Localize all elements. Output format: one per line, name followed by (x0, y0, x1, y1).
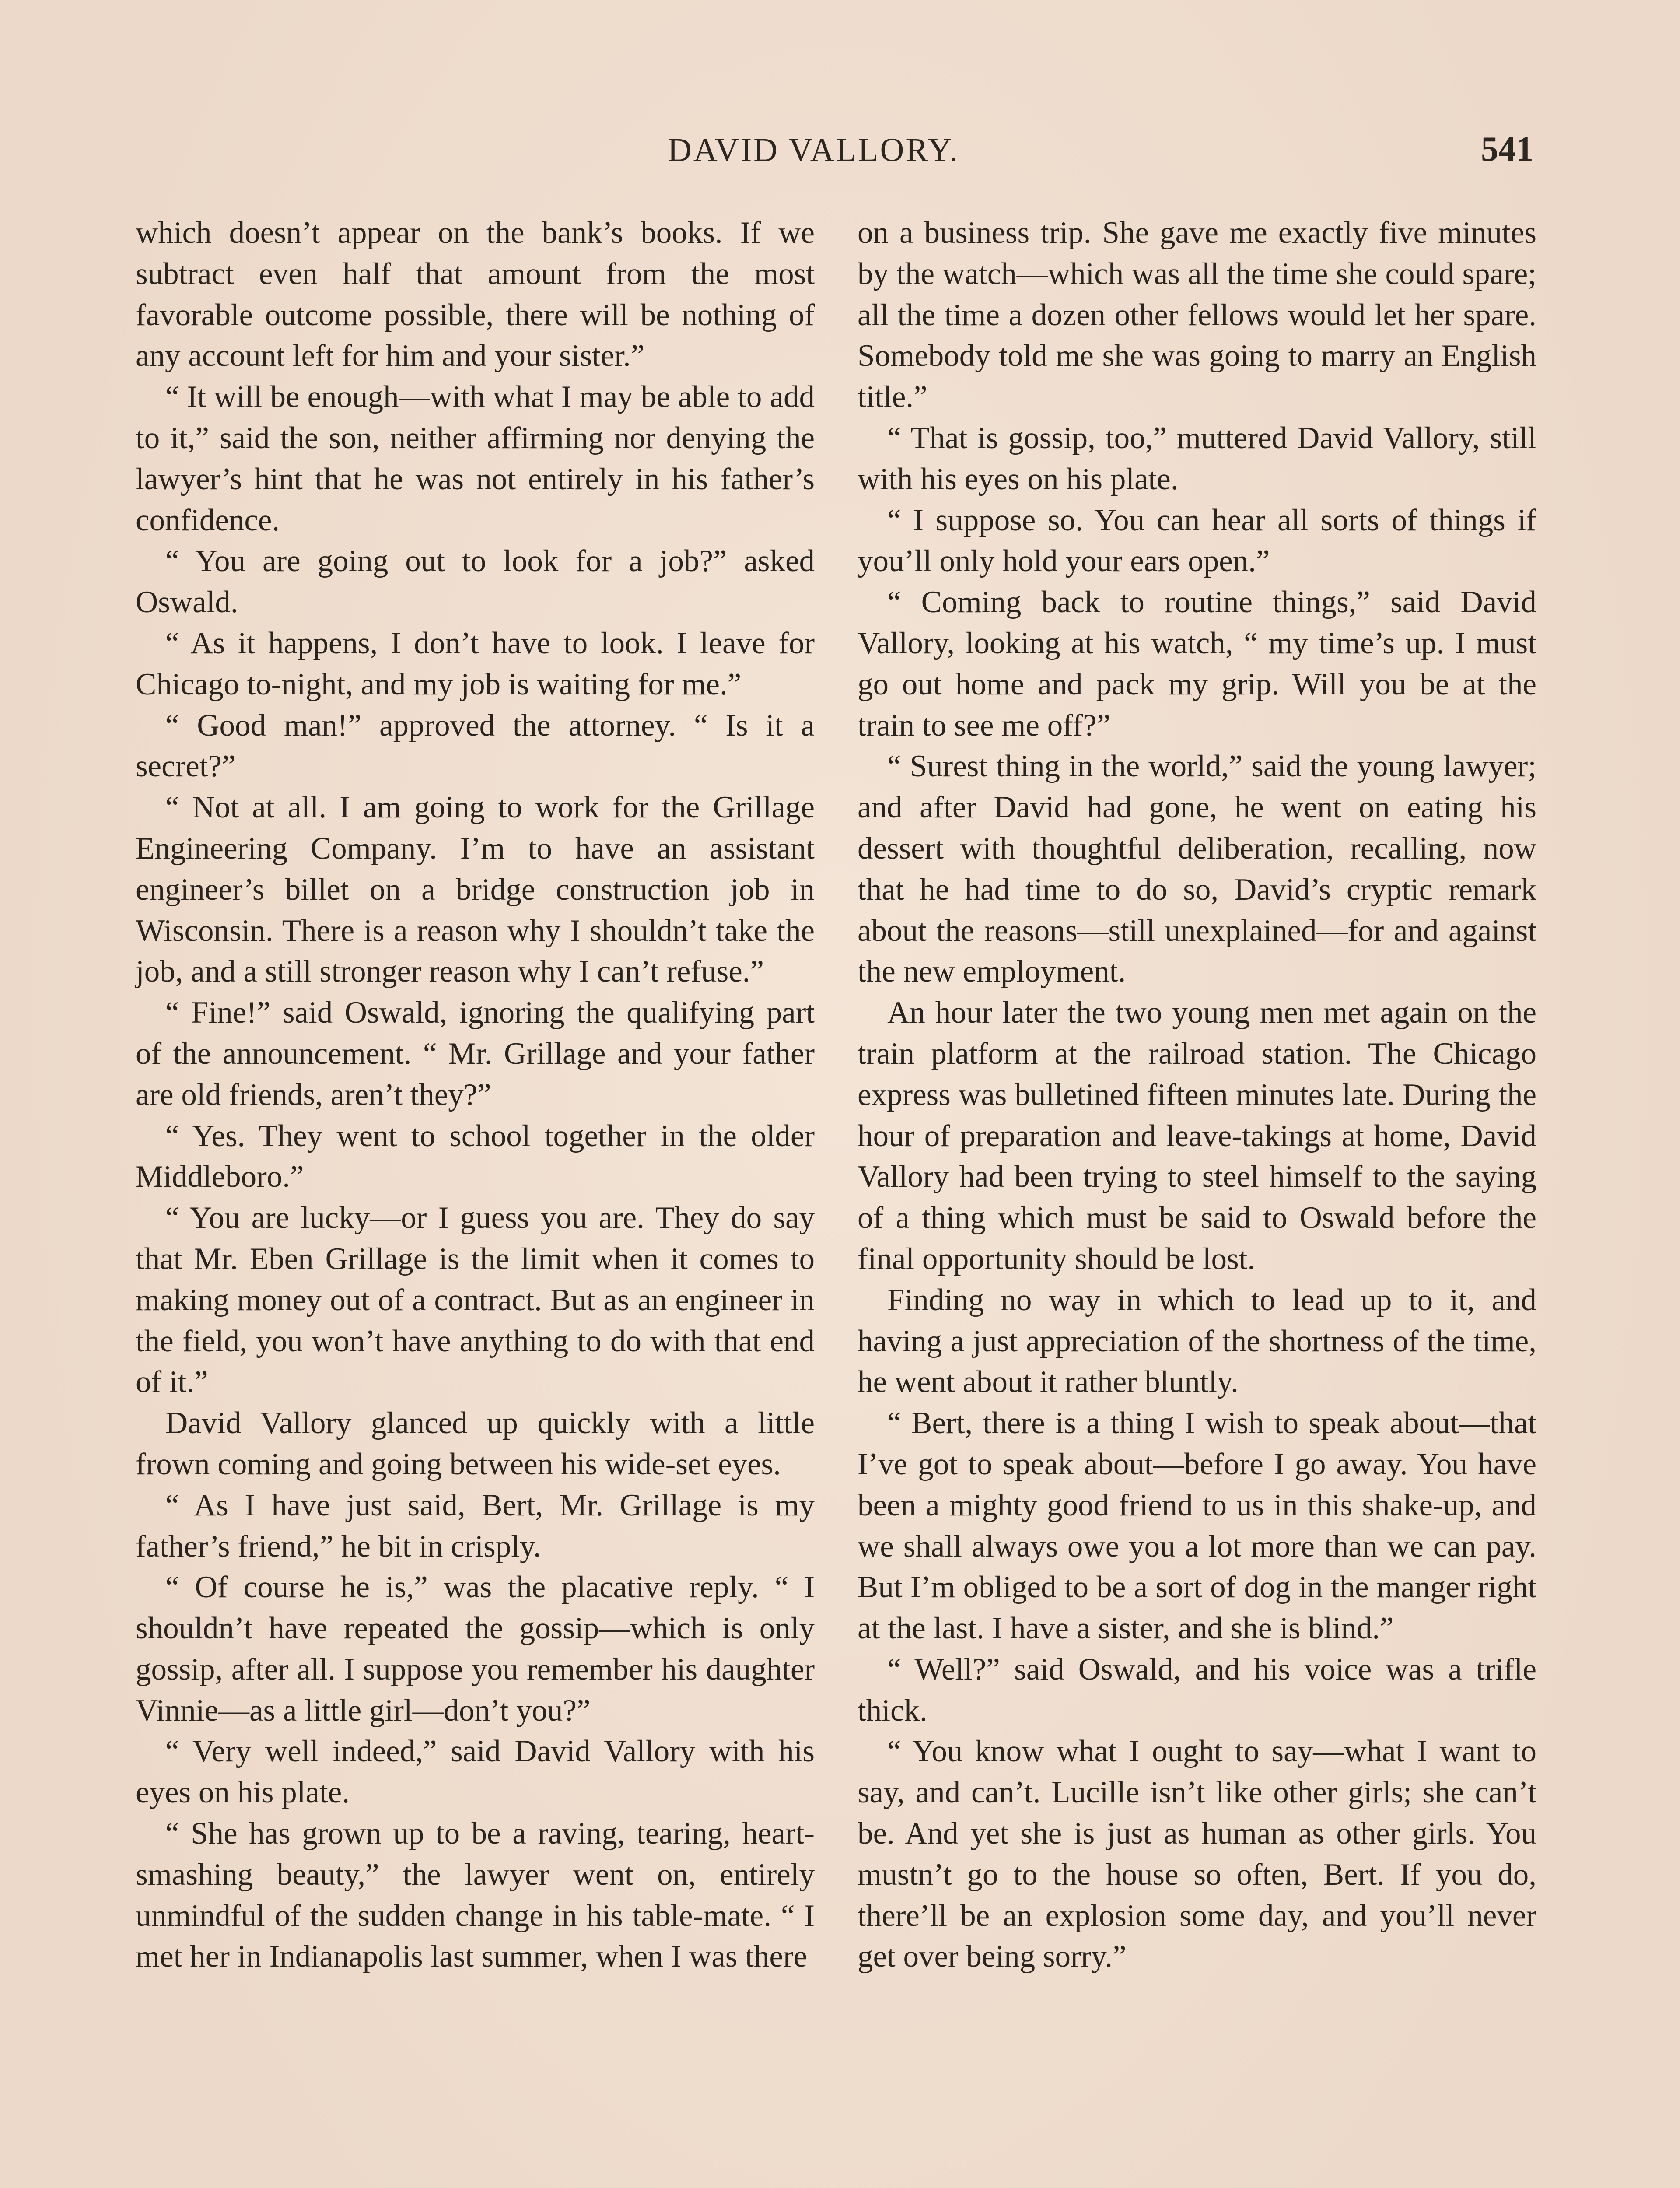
paragraph: “ As I have just said, Bert, Mr. Grillage is my father’s friend,” he bit in crisply. (136, 1488, 815, 1564)
paragraph: “ Surest thing in the world,” said the young lawyer; and after David had gone, he went on eating his dessert with thoughtful deliberation, recalling, now that he had time to do so, David’s cryptic remark about the reasons—still unexplained—for and against the new employment. (858, 749, 1536, 989)
right-column (858, 213, 1536, 1978)
page-number: 541 (1481, 130, 1533, 168)
paragraph: “ Good man!” approved the attorney. “ Is it a secret?” (136, 708, 815, 784)
paragraph: on a business trip. She gave me exactly five minutes by the watch—which was all the time she could spare; all the time a dozen other fellows would let her spare. Somebody told me she was going to marry an English title.” (858, 216, 1536, 414)
paragraph: “ Fine!” said Oswald, ignoring the qualifying part of the announcement. “ Mr. Grillage and your father are old friends, aren’t they?” (136, 996, 815, 1112)
left-column (136, 213, 815, 1978)
paragraph: “ You are lucky—or I guess you are. They do say that Mr. Eben Grillage is the limit when it comes to making money out of a contract. But as an engineer in the field, you won’t have anything to do with that end of it.” (136, 1201, 815, 1399)
paragraph: which doesn’t appear on the bank’s books. If we subtract even half that amount from the most favorable outcome possible, there will be nothing of any account left for him and your sister.” (136, 216, 815, 373)
paragraph: “ You are going out to look for a job?” asked Oswald. (136, 544, 815, 620)
paragraph: “ Bert, there is a thing I wish to speak about—that I’ve got to speak about—before I go away. You have been a mighty good friend to us in this shake-up, and we shall always owe you a lot more than we can pay. But I’m obliged to be a sort of dog in the manger right at the last. I have a sister, and she is blind.” (858, 1406, 1536, 1646)
paragraph: “ Of course he is,” was the placative reply. “ I shouldn’t have repeated the gossip—which is only gossip, after all. I suppose you remember his daughter Vinnie—as a little girl—don’t you?” (136, 1570, 815, 1728)
paragraph: “ You know what I ought to say—what I want to say, and can’t. Lucille isn’t like other girls; she can’t be. And yet she is just as human as other girls. You mustn’t go to the house so often, Bert. If you do, there’ll be an explosion some day, and you’ll never get over being sorry.” (858, 1734, 1536, 1974)
paragraph: “ That is gossip, too,” muttered David Vallory, still with his eyes on his plate. (858, 421, 1536, 496)
paragraph: “ I suppose so. You can hear all sorts of things if you’ll only hold your ears open.” (858, 503, 1536, 579)
paragraph: “ Very well indeed,” said David Vallory with his eyes on his plate. (136, 1734, 815, 1810)
paragraph: “ As it happens, I don’t have to look. I leave for Chicago to-night, and my job is waiting for me.” (136, 626, 815, 701)
paragraph: “ It will be enough—with what I may be able to add to it,” said the son, neither affirming nor denying the lawyer’s hint that he was not entirely in his father’s confidence. (136, 380, 815, 537)
paragraph: Finding no way in which to lead up to it, and having a just appreciation of the shortness of the time, he went about it rather bluntly. (858, 1283, 1536, 1399)
paragraph: David Vallory glanced up quickly with a little frown coming and going between his wide-set eyes. (136, 1406, 815, 1481)
paragraph: “ She has grown up to be a raving, tearing, heart-smashing beauty,” the lawyer went on, entirely unmindful of the sudden change in his table-mate. “ I met her in Indianapolis last summer, when I was there (136, 1816, 815, 1974)
paragraph: “ Well?” said Oswald, and his voice was a trifle thick. (858, 1652, 1536, 1728)
paragraph: “ Yes. They went to school together in the older Middleboro.” (136, 1119, 815, 1194)
running-title: DAVID VALLORY. (668, 132, 959, 168)
paragraph: “ Coming back to routine things,” said David Vallory, looking at his watch, “ my time’s up. I must go out home and pack my grip. Will you be at the train to see me off?” (858, 585, 1536, 743)
paragraph: “ Not at all. I am going to work for the Grillage Engineering Company. I’m to have an assistant engineer’s billet on a bridge construction job in Wisconsin. There is a reason why I shouldn’t take the job, and a still stronger reason why I can’t refuse.” (136, 790, 815, 989)
paragraph: An hour later the two young men met again on the train platform at the railroad station. The Chicago express was bulletined fifteen minutes late. During the hour of preparation and leave-takings at home, David Vallory had been trying to steel himself to the saying of a thing which must be said to Oswald before the final opportunity should be lost. (858, 996, 1536, 1276)
